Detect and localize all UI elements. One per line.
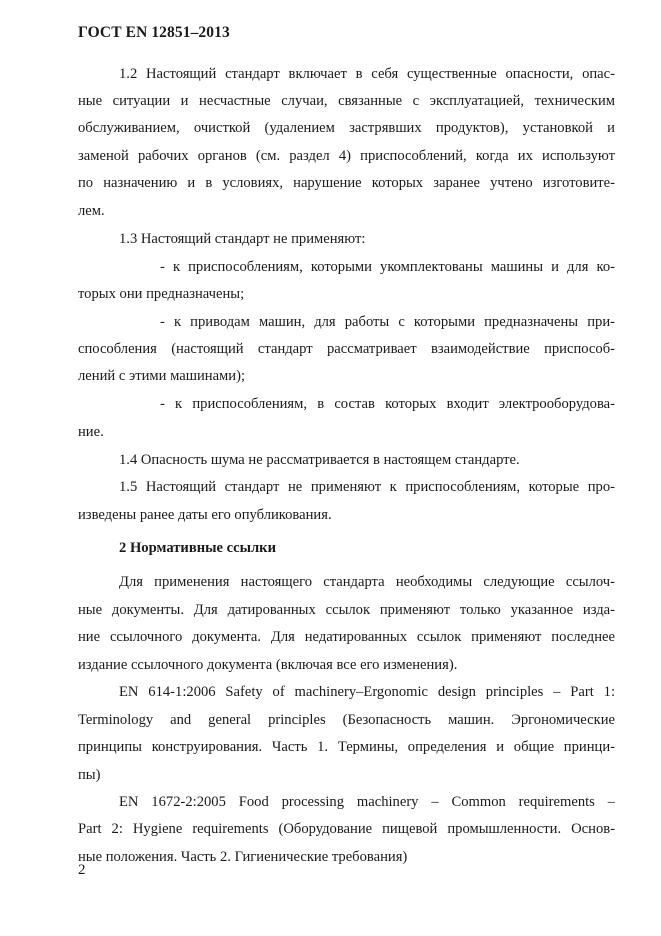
text-line: Terminology and general principles (Безопасность машин. Эргономические (78, 712, 615, 728)
text-line: 1.3 Настоящий стандарт не применяют: (119, 231, 366, 247)
text-line: изведены ранее даты его опубликования. (78, 507, 332, 523)
text-line: лем. (78, 203, 105, 219)
text-line: - к приводам машин, для работы с которыми предназначены при- (160, 314, 615, 330)
text-line: ные документы. Для датированных ссылок применяют только указанное изда- (78, 602, 615, 618)
text-line: по назначению и в условиях, нарушение которых заранее учтено изготовите- (78, 175, 615, 191)
text-line: Part 2: Hygiene requirements (Оборудование пищевой промышленности. Основ- (78, 821, 615, 837)
text-line: 1.5 Настоящий стандарт не применяют к приспособлениям, которые про- (119, 479, 615, 495)
text-line: издание ссылочного документа (включая все его изменения). (78, 657, 458, 673)
text-line: EN 1672-2:2005 Food processing machinery – Common requirements – (119, 794, 615, 810)
text-line: Для применения настоящего стандарта необходимы следующие ссылоч- (119, 574, 615, 590)
document-header: ГОСТ EN 12851–2013 (78, 24, 230, 41)
text-line: ные ситуации и несчастные случаи, связанные с эксплуатацией, техническим (78, 93, 615, 109)
section-heading: 2 Нормативные ссылки (119, 540, 276, 556)
text-line: - к приспособлениям, в состав которых входит электрооборудова- (160, 396, 615, 412)
text-line: ные положения. Часть 2. Гигиенические требования) (78, 849, 408, 865)
text-line: ние ссылочного документа. Для недатированных ссылок применяют последнее (78, 629, 615, 645)
text-line: EN 614-1:2006 Safety of machinery–Ergonomic design principles – Part 1: (119, 684, 615, 700)
text-line: лений с этими машинами); (78, 368, 246, 384)
text-line: способления (настоящий стандарт рассматривает взаимодействие приспособ- (78, 341, 615, 357)
page-number: 2 (78, 862, 86, 878)
text-line: 1.4 Опасность шума не рассматривается в настоящем стандарте. (119, 452, 520, 468)
text-line: ние. (78, 424, 104, 440)
text-line: 1.2 Настоящий стандарт включает в себя существенные опасности, опас- (119, 66, 615, 82)
text-line: заменой рабочих органов (см. раздел 4) приспособлений, когда их используют (78, 148, 615, 164)
text-line: обслуживанием, очисткой (удалением застрявших продуктов), установкой и (78, 120, 615, 136)
text-line: - к приспособлениям, которыми укомплектованы машины и для ко- (160, 259, 615, 275)
text-line: торых они предназначены; (78, 286, 245, 302)
text-line: пы) (78, 767, 101, 783)
text-line: принципы конструирования. Часть 1. Термины, определения и общие принци- (78, 739, 615, 755)
